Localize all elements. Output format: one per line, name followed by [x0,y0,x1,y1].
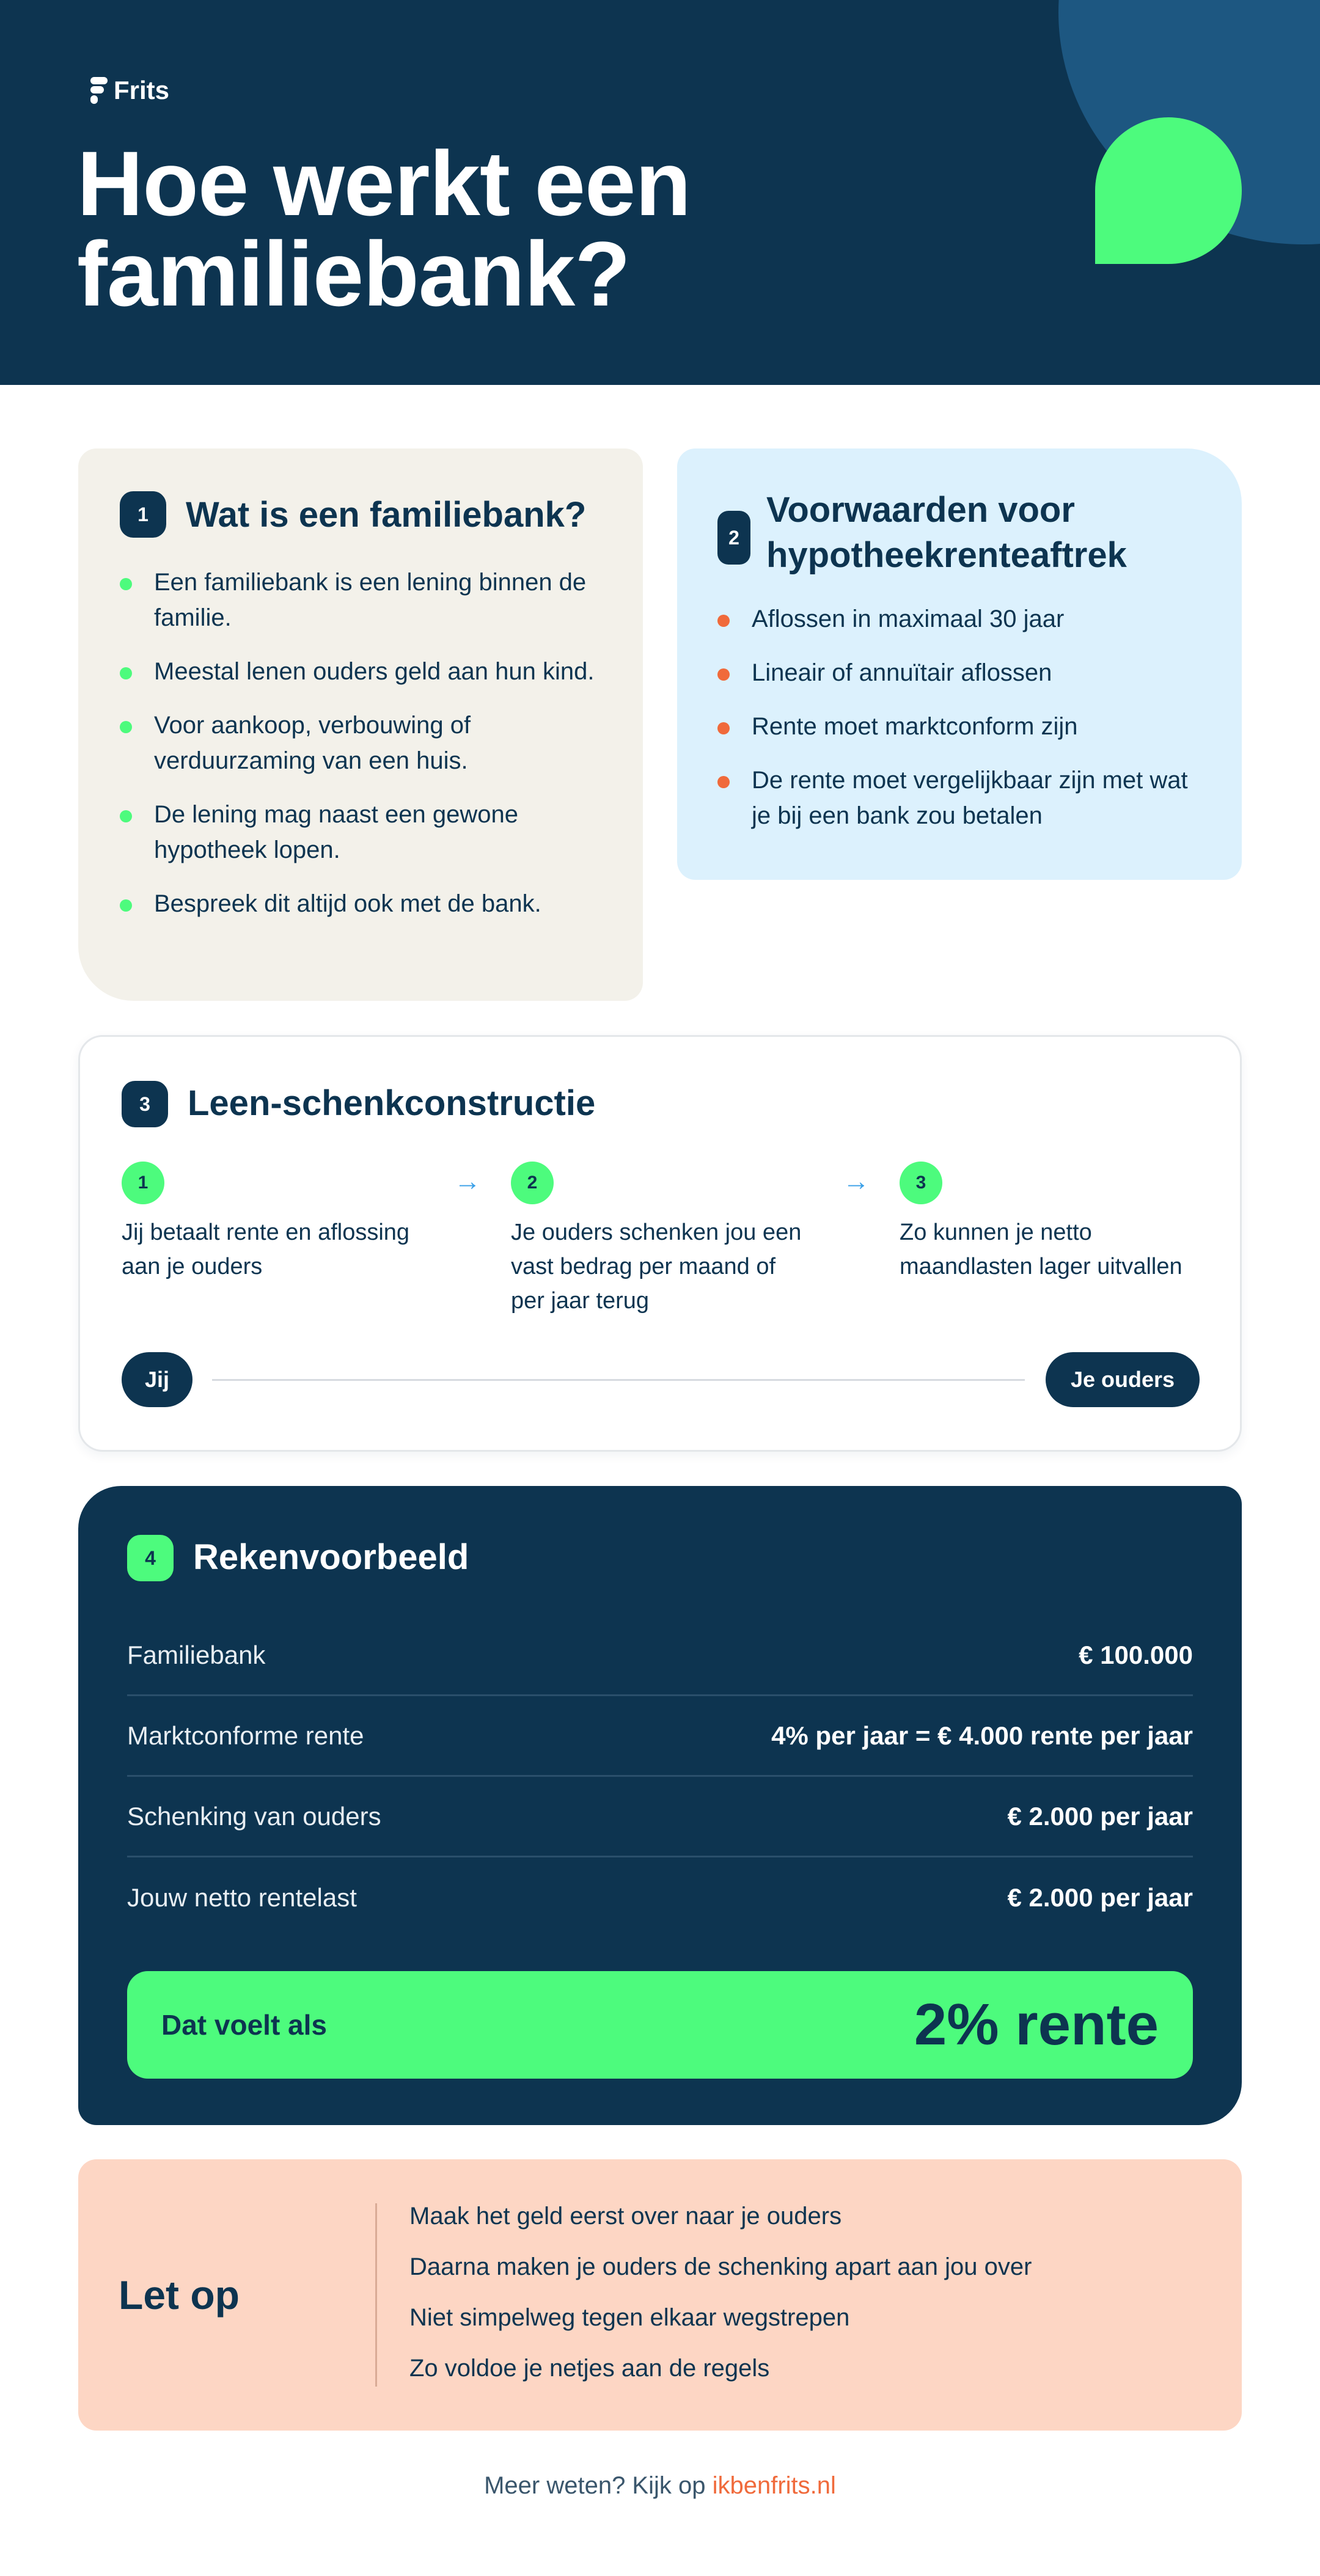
card-what-is-familiebank [78,448,643,1001]
section-number-badge: 4 [127,1535,174,1581]
calc-value: 4% per jaar = € 4.000 rente per jaar [771,1721,1193,1750]
step-text: Jij betaalt rente en aflossing aan je ouders [122,1220,410,1279]
step-text: Je ouders schenken jou een vast bedrag per maand of per jaar terug [511,1220,802,1314]
bullet-list [120,565,603,940]
connector-line [212,1379,1025,1381]
list-item: Aflossen in maximaal 30 jaar [717,601,1206,637]
step-text: Zo kunnen je netto maandlasten lager uitvallen [900,1220,1182,1279]
calc-label: Marktconforme rente [127,1721,364,1750]
calc-label: Familiebank [127,1640,266,1669]
calc-value: € 100.000 [1079,1640,1193,1669]
calc-row [127,1857,1193,1938]
calc-value: € 2.000 per jaar [1007,1883,1193,1912]
result-value: 2% rente [914,1992,1159,2057]
step-number: 2 [511,1162,554,1204]
note-item: Zo voldoe je netjes aan de regels [409,2355,770,2382]
section-title: Wat is een familiebank? [186,495,587,535]
note-item: Maak het geld eerst over naar je ouders [409,2203,842,2230]
list-item: Bespreek dit altijd ook met de bank. [120,886,603,921]
card-calculation-example [78,1486,1242,2125]
divider [375,2203,377,2387]
list-item: Een familiebank is een lening binnen de familie. [120,565,603,635]
section-number-badge: 1 [120,491,166,538]
arrow-right-icon: → [454,1166,481,1196]
decorative-green-blob [1095,117,1242,264]
card-attention [78,2159,1242,2431]
section-title: Leen-schenkconstructie [188,1083,596,1123]
note-item: Niet simpelweg tegen elkaar wegstrepen [409,2304,850,2331]
page-title: Hoe werkt een familiebank? [77,132,691,325]
step-number: 3 [900,1162,942,1204]
bullet-list [717,601,1206,852]
list-item: Meestal lenen ouders geld aan hun kind. [120,654,603,689]
header-banner [0,0,1320,385]
footer [0,2472,1320,2500]
frits-logo[interactable] [90,76,169,105]
list-item: Rente moet marktconform zijn [717,709,1206,744]
calc-row [127,1696,1193,1777]
calc-value: € 2.000 per jaar [1007,1801,1193,1831]
party-pill-jij: Jij [122,1352,193,1407]
result-highlight [127,1971,1193,2079]
section-number-badge: 2 [717,511,750,565]
frits-logo-icon [90,77,108,104]
calc-row [127,1777,1193,1857]
list-item: De rente moet vergelijkbaar zijn met wat je bij een bank zou betalen [717,763,1206,833]
footer-text: Meer weten? Kijk op [484,2472,706,2499]
list-item: Lineair of annuïtair aflossen [717,655,1206,690]
list-item: De lening mag naast een gewone hypotheek lopen. [120,797,603,868]
section-title: Voorwaarden voor hypotheekrenteaftrek [766,490,1127,575]
attention-title: Let op [119,2272,240,2318]
footer-link[interactable]: ikbenfrits.nl [712,2472,836,2499]
card-conditions-mortgage-deduction [677,448,1242,880]
logo-text: Frits [114,76,170,104]
arrow-right-icon: → [843,1166,870,1196]
step-number: 1 [122,1162,164,1204]
attention-notes [409,2198,1032,2401]
party-pill-ouders: Je ouders [1046,1352,1200,1407]
calc-row [127,1615,1193,1696]
result-label: Dat voelt als [161,2009,327,2041]
note-item: Daarna maken je ouders de schenking apart aan jou over [409,2253,1032,2280]
section-number-badge: 3 [122,1081,168,1127]
section-title: Rekenvoorbeeld [193,1537,469,1577]
card-loan-gift-construction [78,1035,1242,1452]
calc-label: Jouw netto rentelast [127,1883,357,1912]
list-item: Voor aankoop, verbouwing of verduurzaming van een huis. [120,708,603,778]
calc-label: Schenking van ouders [127,1801,381,1831]
